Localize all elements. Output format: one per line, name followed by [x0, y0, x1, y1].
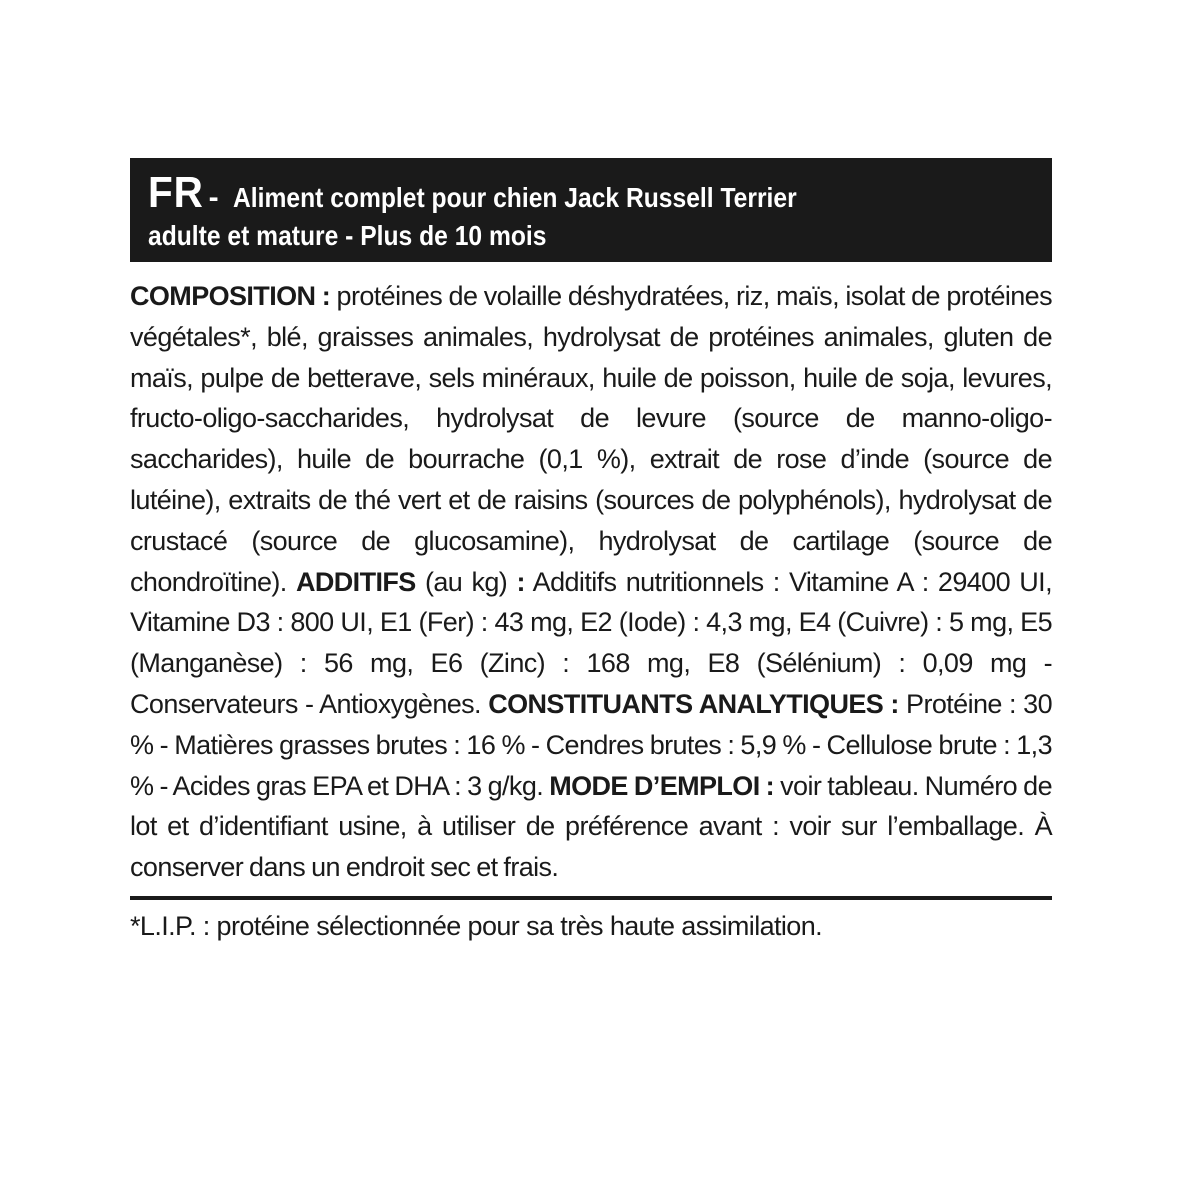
constituants-text: Protéine : 30 % - Matières grasses brutes : 16 % - Cendres brutes : 5,9 % - Cellulose brute : 1,3 % - Acides gras EPA et DHA : 3 g/kg.	[130, 688, 1053, 801]
composition-text-block	[130, 276, 1052, 888]
composition-heading: COMPOSITION :	[130, 281, 331, 311]
product-title-line-2: adulte et mature - Plus de 10 mois	[148, 220, 547, 251]
header-line-1	[148, 168, 1034, 218]
composition-text: protéines de volaille déshydratées, riz, maïs, isolat de protéines végétales*, blé, graisses animales, hydrolysat de protéines animales, gluten de maïs, pulpe de betterave, sels minéraux, huile de poisson, huile de soja, levures, fructo-oligo-saccharides, hydrolysat de levure (source de manno-oligo-saccharides), huile de bourrache (0,1 %), extrait de rose d’inde (source de lutéine), extraits de thé vert et de raisins (sources de polyphénols), hydrolysat de crustacé (source de glucosamine), hydrolysat de cartilage (source de chondroïtine).	[130, 281, 1052, 597]
additifs-text: Additifs nutritionnels : Vitamine A : 29400 UI, Vitamine D3 : 800 UI, E1 (Fer) : 43 mg, E2 (Iode) : 4,3 mg, E4 (Cuivre) : 5 mg, E5 (Manganèse) : 56 mg, E6 (Zinc) : 168 mg, E8 (Sélénium) : 0,09 mg - Conservateurs - Antioxygènes.	[130, 566, 1052, 719]
additifs-colon: :	[516, 566, 525, 597]
additifs-heading: ADDITIFS	[295, 566, 416, 597]
footnote: *L.I.P. : protéine sélectionnée pour sa très haute assimilation.	[130, 910, 823, 941]
language-code: FR	[148, 168, 204, 217]
header-line-2	[148, 220, 1034, 252]
additifs-unit: (au kg)	[415, 566, 517, 597]
footnote-divider	[130, 896, 1052, 900]
mode-emploi-heading: MODE D’EMPLOI :	[549, 770, 775, 801]
label-header	[130, 158, 1052, 262]
product-title-line-1: Aliment complet pour chien Jack Russell Terrier	[232, 182, 797, 213]
header-separator: -	[208, 181, 219, 214]
product-label	[130, 158, 1052, 946]
constituants-heading: CONSTITUANTS ANALYTIQUES :	[488, 688, 899, 719]
mode-emploi-text: voir tableau. Numéro de lot et d’identifiant usine, à utiliser de préférence avant : voir sur l’emballage. À conserver dans un endroit sec et frais.	[130, 770, 1052, 883]
